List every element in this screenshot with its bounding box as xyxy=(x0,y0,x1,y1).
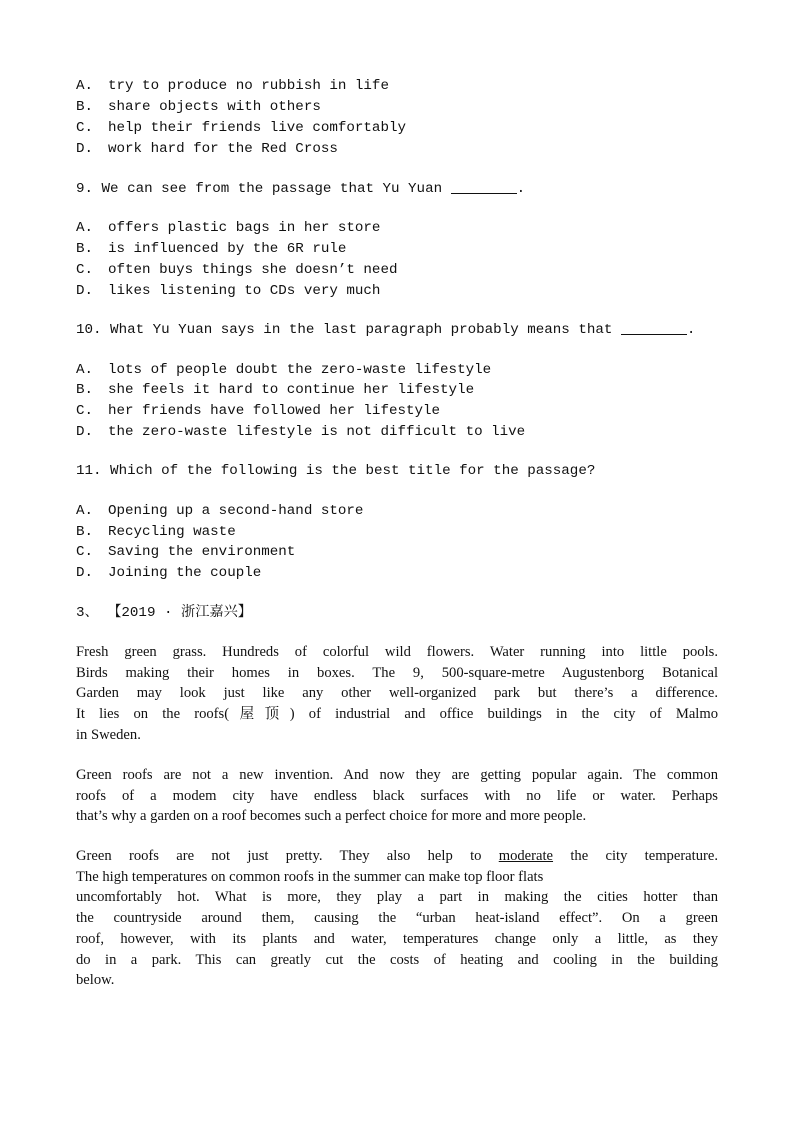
section-source-tag: 【2019 · 浙江嘉兴】 xyxy=(107,605,252,621)
option-text: Saving the environment xyxy=(108,544,296,560)
q11-option-a xyxy=(76,501,363,522)
option-text: the zero-waste lifestyle is not difficult to live xyxy=(108,424,526,440)
q9-option-a xyxy=(76,218,380,239)
paragraph-line: Green roofs are not a new invention. And now they are getting popular again. The common xyxy=(76,767,718,783)
paragraph-line: below. xyxy=(76,972,115,989)
option-letter: C. xyxy=(76,120,94,136)
q10-option-a xyxy=(76,360,491,381)
paragraph-line: that’s why a garden on a roof becomes such a perfect choice for more and more people. xyxy=(76,808,587,825)
question-11 xyxy=(76,461,595,482)
option-text: work hard for the Red Cross xyxy=(108,141,338,157)
question-end: . xyxy=(686,322,696,338)
q9-option-c xyxy=(76,260,397,281)
q9-option-b xyxy=(76,239,346,260)
question-stem: 10. What Yu Yuan says in the last paragraph probably means that xyxy=(76,322,621,338)
q10-option-c xyxy=(76,401,440,422)
text-run: Green roofs are not just pretty. They also help to xyxy=(76,848,499,864)
option-text: likes listening to CDs very much xyxy=(108,283,381,299)
q11-option-d xyxy=(76,563,261,584)
option-text: offers plastic bags in her store xyxy=(108,220,381,236)
q8-option-b xyxy=(76,97,321,118)
option-letter: C. xyxy=(76,544,94,560)
option-letter: A. xyxy=(76,78,94,94)
option-text: often buys things she doesn’t need xyxy=(108,262,398,278)
passage-paragraph-1 xyxy=(76,642,718,746)
option-letter: D. xyxy=(76,141,94,157)
passage-paragraph-3 xyxy=(76,846,718,991)
option-letter: B. xyxy=(76,524,94,540)
paragraph-line: Fresh green grass. Hundreds of colorful wild flowers. Water running into little pools. xyxy=(76,644,718,660)
paragraph-line: Garden may look just like any other well-organized park but there’s a difference. xyxy=(76,685,718,702)
option-letter: B. xyxy=(76,382,94,398)
option-text: is influenced by the 6R rule xyxy=(108,241,347,257)
paragraph-line: the countryside around them, causing the “urban heat-island effect”. On a green xyxy=(76,910,718,927)
option-letter: D. xyxy=(76,283,94,299)
option-letter: C. xyxy=(76,262,94,278)
option-text: Opening up a second-hand store xyxy=(108,503,364,519)
answer-blank xyxy=(621,320,687,335)
option-letter: B. xyxy=(76,99,94,115)
option-text: help their friends live comfortably xyxy=(108,120,406,136)
option-letter: D. xyxy=(76,565,94,581)
section-header xyxy=(76,603,252,624)
q8-option-c xyxy=(76,118,406,139)
option-text: share objects with others xyxy=(108,99,321,115)
q8-option-d xyxy=(76,139,338,160)
q9-option-d xyxy=(76,281,380,302)
paragraph-line: do in a park. This can greatly cut the costs of heating and cooling in the building xyxy=(76,951,718,968)
paragraph-line: The high temperatures on common roofs in the summer can make top floor flats xyxy=(76,868,544,885)
section-number: 3、 xyxy=(76,605,99,621)
option-letter: C. xyxy=(76,403,94,419)
paragraph-line xyxy=(76,846,718,867)
paragraph-line: uncomfortably hot. What is more, they play a part in making the cities hotter than xyxy=(76,889,718,906)
q11-option-b xyxy=(76,522,236,543)
option-text: lots of people doubt the zero-waste lifestyle xyxy=(108,362,492,378)
question-10 xyxy=(76,320,695,341)
option-letter: A. xyxy=(76,220,94,236)
q8-option-a xyxy=(76,76,389,97)
question-stem: 9. We can see from the passage that Yu Yuan xyxy=(76,181,451,197)
paragraph-line: roof, however, with its plants and water, temperatures change only a little, as they xyxy=(76,930,718,947)
passage-paragraph-2 xyxy=(76,765,718,827)
option-text: Recycling waste xyxy=(108,524,236,540)
option-text: try to produce no rubbish in life xyxy=(108,78,389,94)
option-text: her friends have followed her lifestyle xyxy=(108,403,441,419)
paragraph-line: Birds making their homes in boxes. The 9, 500-square-metre Augustenborg Botanical xyxy=(76,664,718,681)
option-letter: B. xyxy=(76,241,94,257)
text-run: the city temperature. xyxy=(553,848,719,864)
question-stem: 11. Which of the following is the best title for the passage? xyxy=(76,463,596,479)
paragraph-line: in Sweden. xyxy=(76,726,141,743)
paragraph-line: roofs of a modem city have endless black surfaces with no life or water. Perhaps xyxy=(76,787,718,804)
underlined-vocab-word: moderate xyxy=(498,848,554,864)
option-letter: A. xyxy=(76,362,94,378)
option-text: Joining the couple xyxy=(108,565,262,581)
option-text: she feels it hard to continue her lifestyle xyxy=(108,382,475,398)
answer-blank xyxy=(451,179,517,194)
paragraph-line: It lies on the roofs(屋顶) of industrial and office buildings in the city of Malmo xyxy=(76,706,718,723)
question-9 xyxy=(76,179,525,200)
q11-option-c xyxy=(76,542,295,563)
q10-option-b xyxy=(76,380,474,401)
q10-option-d xyxy=(76,422,525,443)
question-end: . xyxy=(516,181,526,197)
option-letter: D. xyxy=(76,424,94,440)
option-letter: A. xyxy=(76,503,94,519)
